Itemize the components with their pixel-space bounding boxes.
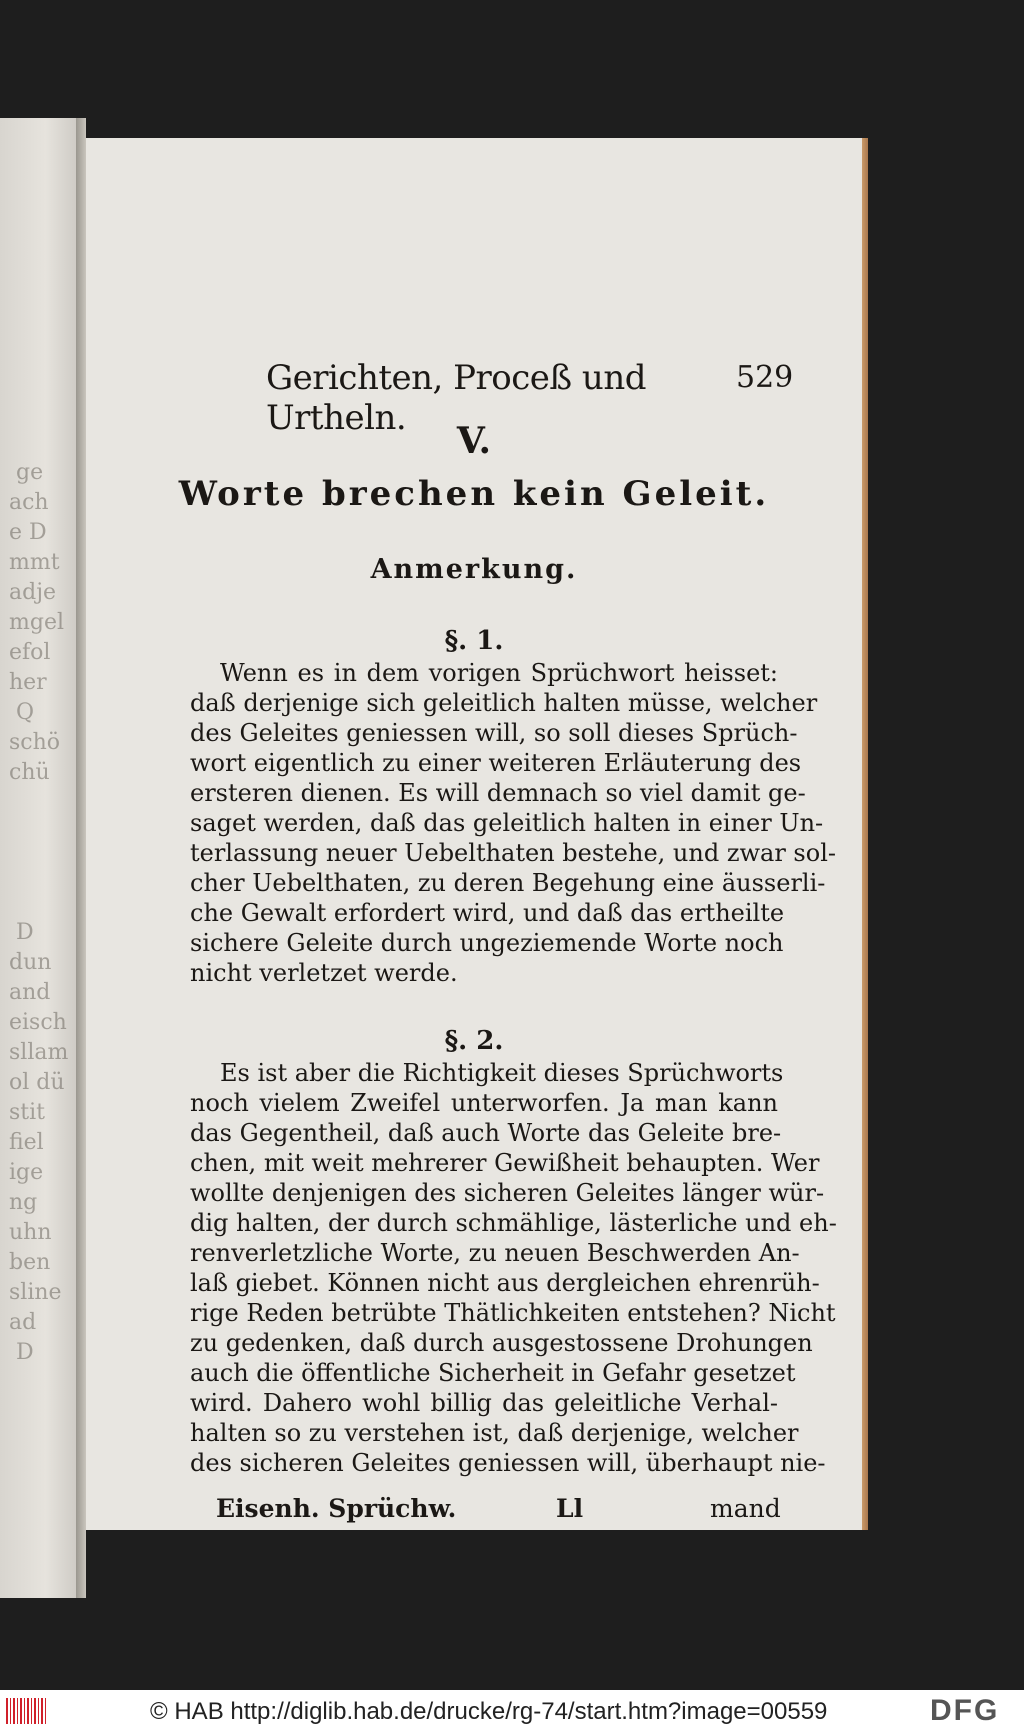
running-head: Gerichten, Proceß und Urtheln. [266,358,646,438]
text-line: des sicheren Geleites geniessen will, überhaupt nie- [190,1449,826,1477]
text-line: das Gegentheil, daß auch Worte das Geleite bre- [190,1119,782,1147]
text-line: wort eigentlich zu einer weiteren Erläuterung des [190,749,802,777]
text-line: terlassung neuer Uebelthaten bestehe, und zwar sol- [190,839,836,867]
text-line: chen, mit weit mehrerer Gewißheit behaupten. Wer [190,1149,820,1177]
subheading: Anmerkung. [370,554,578,585]
dfg-logo: DFG [930,1694,1000,1727]
section-number: V. [456,420,492,462]
book-page [86,138,862,1530]
barcode-icon [6,1698,46,1724]
paragraph-mark-1: §. 1. [444,626,504,656]
facing-page-bleed-text: ge ach e D mmt adje mgel efol her Q schö chü [8,460,64,785]
text-line: che Gewalt erfordert wird, und daß das ertheilte [190,899,785,927]
text-line: nicht verletzet werde. [190,959,458,987]
credit-bar [0,1690,1024,1730]
catchword: mand [710,1494,781,1523]
text-line: Wenn es in dem vorigen Sprüchwort heisset: [220,659,778,687]
text-line: dig halten, der durch schmähligе, lästerliche und eh- [190,1209,837,1237]
text-line: ersteren dienen. Es will demnach so viel damit ge- [190,779,806,807]
text-line: zu gedenken, daß durch ausgestossene Drohungen [190,1329,813,1357]
facing-page-sliver [0,118,76,1598]
text-line: laß giebet. Können nicht aus dergleichen ehrenrüh- [190,1269,820,1297]
text-line: wollte denjenigen des sicheren Geleites länger wür- [190,1179,825,1207]
text-line: halten so zu verstehen ist, daß derjenige, welcher [190,1419,799,1447]
book-gutter [76,118,86,1598]
text-line: saget werden, daß das geleitlich halten in einer Un- [190,809,824,837]
facing-page-bleed-text-2: D dun and eisch sllam ol dü stit fiel ige ng uhn ben sline ad D [8,920,68,1365]
signature-mark: Ll [556,1494,584,1523]
text-line: renverletzliche Worte, zu neuen Beschwerden An- [190,1239,800,1267]
text-line: auch die öffentliche Sicherheit in Gefahr gesetzet [190,1359,796,1387]
chapter-title: Worte brechen kein Geleit. [178,474,770,514]
text-line: daß derjenige sich geleitlich halten müsse, welcher [190,689,818,717]
credit-text[interactable]: © HAB http://diglib.hab.de/drucke/rg-74/start.htm?image=00559 [150,1698,828,1725]
text-line: wird. Dahero wohl billig das geleitliche Verhal- [190,1389,778,1417]
paragraph-mark-2: §. 2. [444,1026,504,1056]
text-line: sichere Geleite durch ungeziemende Worte noch [190,929,784,957]
page-edge [862,138,868,1530]
text-line: des Geleites geniessen will, so soll dieses Sprüch- [190,719,798,747]
text-line: noch vielem Zweifel unterworfen. Ja man kann [190,1089,778,1117]
signature-label: Eisenh. Sprüchw. [216,1494,457,1523]
text-line: cher Uebelthaten, zu deren Begehung eine äusserli- [190,869,826,897]
text-line: rige Reden betrübte Thätlichkeiten entstehen? Nicht [190,1299,836,1327]
text-line: Es ist aber die Richtigkeit dieses Sprüchworts [220,1059,784,1087]
page-number: 529 [736,360,794,395]
